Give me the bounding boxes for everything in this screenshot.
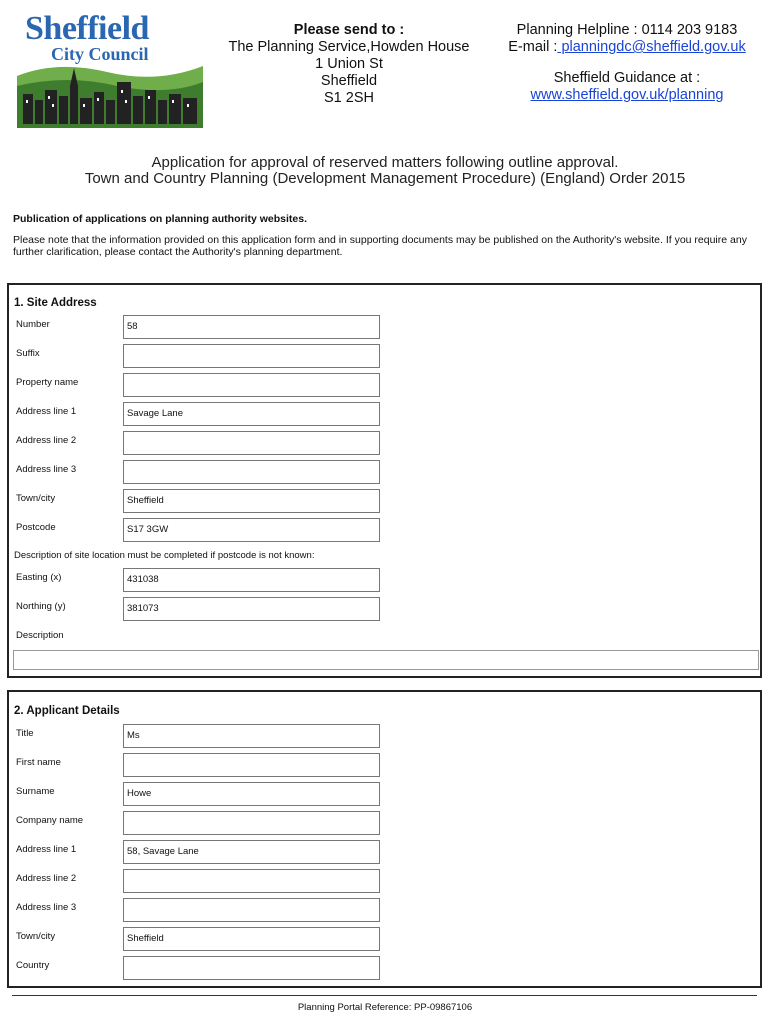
site-town-field[interactable]: Sheffield (123, 489, 380, 513)
field-label: Address line 3 (16, 464, 77, 475)
field-label: Property name (16, 377, 79, 388)
footer-divider (12, 995, 757, 996)
applicant-first-name-field[interactable] (123, 753, 380, 777)
field-label: Postcode (16, 522, 56, 533)
site-address-line3-field[interactable] (123, 460, 380, 484)
site-address-section (7, 283, 762, 678)
applicant-address-line3-field[interactable] (123, 898, 380, 922)
site-suffix-field[interactable] (123, 344, 380, 368)
field-label: Town/city (16, 931, 56, 942)
field-label: Town/city (16, 493, 56, 504)
field-label: Address line 3 (16, 902, 77, 913)
field-label: Address line 1 (16, 844, 77, 855)
field-label: Address line 2 (16, 435, 77, 446)
field-label: Title (16, 728, 34, 739)
field-label: Address line 2 (16, 873, 77, 884)
applicant-town-field[interactable]: Sheffield (123, 927, 380, 951)
logo-title: Sheffield (25, 10, 149, 47)
send-to-address (214, 22, 484, 107)
field-label: Address line 1 (16, 406, 77, 417)
field-label: Description (16, 630, 64, 641)
field-label: Easting (x) (16, 572, 62, 583)
helpline: Planning Helpline : 0114 203 9183 (516, 22, 738, 38)
send-to-line: The Planning Service,Howden House (228, 39, 470, 55)
site-postcode-field[interactable]: S17 3GW (123, 518, 380, 542)
field-label: Northing (y) (16, 601, 66, 612)
northing-field[interactable]: 381073 (123, 597, 380, 621)
send-to-heading: Please send to : (293, 22, 405, 38)
field-label: Country (16, 960, 50, 971)
contact-info (492, 22, 762, 104)
publication-heading: Publication of applications on planning authority websites. (13, 213, 308, 225)
form-title-line2: Town and Country Planning (Development Management Procedure) (England) Order 2015 (84, 170, 686, 187)
publication-text: Please note that the information provided on this application form and in supporting documents may be published on the Authority's website. If you require any further clarification, please contact the Authority's planning department. (13, 234, 747, 258)
guidance-link[interactable]: www.sheffield.gov.uk/planning (530, 87, 724, 103)
field-label: Suffix (16, 348, 40, 359)
form-title-line1: Application for approval of reserved matters following outline approval. (151, 154, 619, 171)
applicant-section (7, 690, 762, 988)
field-label: Surname (16, 786, 55, 797)
site-number-field[interactable]: 58 (123, 315, 380, 339)
applicant-address-line1-field[interactable]: 58, Savage Lane (123, 840, 380, 864)
applicant-title-field[interactable]: Ms (123, 724, 380, 748)
city-skyline-icon (17, 56, 203, 128)
easting-field[interactable]: 431038 (123, 568, 380, 592)
send-to-line: 1 Union St (315, 56, 383, 72)
council-logo (17, 10, 203, 128)
location-note: Description of site location must be completed if postcode is not known: (14, 550, 315, 561)
send-to-line: S1 2SH (324, 90, 374, 106)
site-property-name-field[interactable] (123, 373, 380, 397)
site-address-line1-field[interactable]: Savage Lane (123, 402, 380, 426)
email-link[interactable]: planningdc@sheffield.gov.uk (557, 39, 746, 55)
email-row (492, 39, 762, 56)
site-address-line2-field[interactable] (123, 431, 380, 455)
applicant-country-field[interactable] (123, 956, 380, 980)
guidance-label: Sheffield Guidance at : (553, 70, 701, 86)
portal-reference: Planning Portal Reference: PP-09867106 (297, 1002, 473, 1013)
field-label: Number (16, 319, 50, 330)
send-to-line: Sheffield (320, 73, 378, 89)
description-field[interactable] (13, 650, 759, 670)
field-label: Company name (16, 815, 84, 826)
logo-subtitle: City Council (51, 44, 149, 64)
section-heading: 2. Applicant Details (14, 705, 120, 717)
field-label: First name (16, 757, 61, 768)
applicant-address-line2-field[interactable] (123, 869, 380, 893)
form-title (0, 155, 770, 187)
email-label: E-mail : (508, 39, 558, 55)
section-heading: 1. Site Address (14, 297, 97, 309)
applicant-company-field[interactable] (123, 811, 380, 835)
applicant-surname-field[interactable]: Howe (123, 782, 380, 806)
